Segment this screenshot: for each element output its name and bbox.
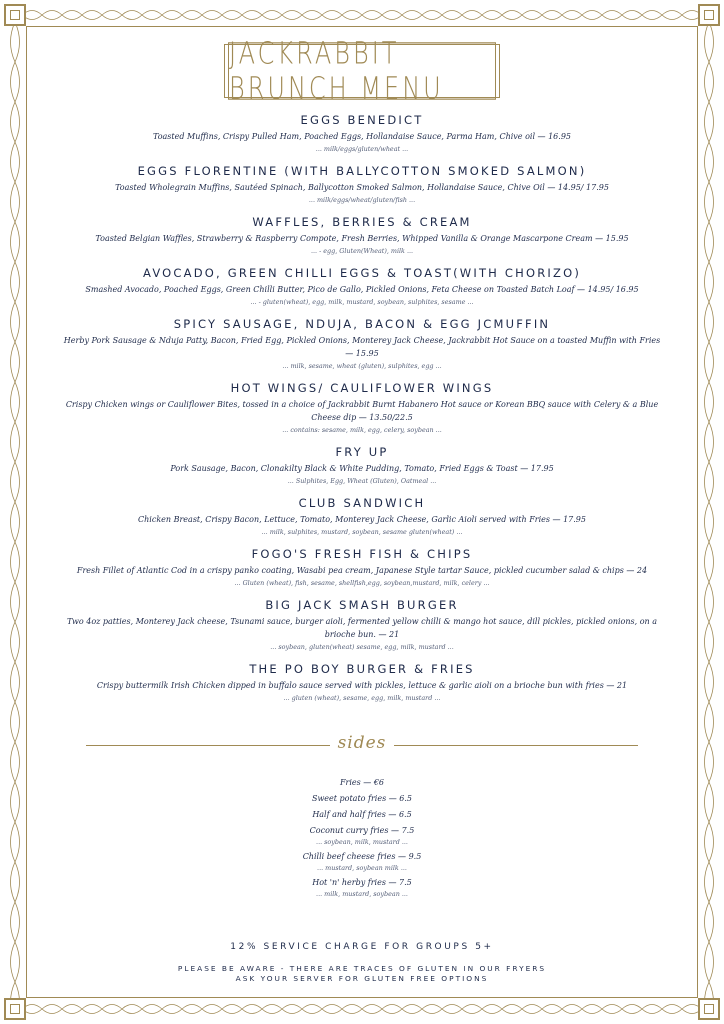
- menu-item-name: EGGS FLORENTINE (WITH BALLYCOTTON SMOKED SALMON): [137, 164, 587, 178]
- menu-item-description: Two 4oz patties, Monterey Jack cheese, Tsunami sauce, burger aioli, fermented yellow chilli & mango hot sauce, dill pickles, pickled onions, on a brioche bun. — 21: [66, 617, 657, 639]
- side-item-name: Chilli beef cheese fries — 9.5: [302, 852, 422, 861]
- menu-item-name: THE PO BOY BURGER & FRIES: [249, 662, 475, 676]
- menu-item: [60, 317, 664, 371]
- divider-line-right: [394, 745, 638, 746]
- side-item-allergens: ... soybean, milk, mustard ...: [316, 838, 408, 846]
- side-item: [200, 777, 524, 789]
- menu-item: [60, 381, 664, 435]
- border-pattern-right: [698, 22, 720, 1002]
- menu-item-allergens: ... milk, sesame, wheat (gluten), sulphites, egg ...: [282, 362, 442, 370]
- side-item: [200, 877, 524, 899]
- side-item: [200, 809, 524, 821]
- menu-item-allergens: ... milk/eggs/wheat/gluten/fish ...: [308, 196, 416, 204]
- menu-item-allergens: ... milk, sulphites, mustard, soybean, sesame gluten(wheat) ...: [261, 528, 463, 536]
- menu-item: [60, 496, 664, 537]
- corner-ornament: [4, 998, 26, 1020]
- side-item-name: Hot 'n' herby fries — 7.5: [312, 878, 412, 887]
- side-item-allergens: ... mustard, soybean milk ...: [317, 864, 407, 872]
- menu-item: [60, 662, 664, 703]
- menu-item: [60, 113, 664, 154]
- menu-item: [60, 445, 664, 486]
- menu-item-name: AVOCADO, GREEN CHILLI EGGS & TOAST(WITH CHORIZO): [142, 266, 582, 280]
- side-item-name: Sweet potato fries — 6.5: [311, 794, 413, 803]
- menu-item: [60, 215, 664, 256]
- menu-item-allergens: ... Gluten (wheat), fish, sesame, shellfish,egg, soybean,mustard, milk, celery ...: [234, 579, 490, 587]
- menu-item-allergens: ... gluten (wheat), sesame, egg, milk, mustard ...: [283, 694, 441, 702]
- menu-item: [60, 547, 664, 588]
- menu-item: [60, 164, 664, 205]
- menu-item-description: Smashed Avocado, Poached Eggs, Green Chilli Butter, Pico de Gallo, Pickled Onions, Feta Cheese on Toasted Batch Loaf — 14.95/ 16.95: [85, 285, 639, 294]
- menu-item-name: EGGS BENEDICT: [300, 113, 424, 127]
- border-pattern-top: [22, 4, 702, 26]
- corner-ornament: [4, 4, 26, 26]
- menu-item-description: Fresh Fillet of Atlantic Cod in a crispy panko coating, Wasabi pea cream, Japanese Style tartar Sauce, pickled cucumber salad & chips — 24: [76, 566, 648, 575]
- menu-title: JACKRABBIT BRUNCH MENU: [228, 42, 496, 100]
- menu-item-allergens: ... - gluten(wheat), egg, milk, mustard, soybean, sulphites, sesame ...: [250, 298, 474, 306]
- menu-item-description: Pork Sausage, Bacon, Clonakilty Black & White Pudding, Tomato, Fried Eggs & Toast — 17.95: [170, 464, 554, 473]
- menu-item-allergens: ... soybean, gluten(wheat) sesame, egg, milk, mustard ...: [270, 643, 454, 651]
- sides-divider: [86, 733, 638, 757]
- sides-heading: sides: [337, 733, 387, 753]
- gluten-notice-line: ASK YOUR SERVER FOR GLUTEN FREE OPTIONS: [235, 974, 489, 983]
- border-pattern-left: [4, 22, 26, 1002]
- side-item-name: Half and half fries — 6.5: [312, 810, 412, 819]
- menu-item-description: Crispy buttermilk Irish Chicken dipped in buffalo sauce served with pickles, lettuce & garlic aioli on a brioche bun with fries — 21: [96, 681, 628, 690]
- side-item-name: Fries — €6: [339, 778, 385, 787]
- corner-ornament: [698, 4, 720, 26]
- menu-item-name: CLUB SANDWICH: [298, 496, 426, 510]
- menu-item-name: HOT WINGS/ CAULIFLOWER WINGS: [230, 381, 494, 395]
- menu-title-box: [224, 36, 500, 106]
- menu-item-allergens: ... contains: sesame, milk, egg, celery, soybean ...: [282, 426, 442, 434]
- menu-items: [60, 113, 664, 713]
- menu-item-name: WAFFLES, BERRIES & CREAM: [252, 215, 472, 229]
- border-pattern-bottom: [22, 998, 702, 1020]
- sides-list: [200, 777, 524, 903]
- menu-item-name: FOGO'S FRESH FISH & CHIPS: [251, 547, 473, 561]
- service-charge-note: 12% SERVICE CHARGE FOR GROUPS 5+: [230, 942, 494, 952]
- gluten-notice: [0, 964, 724, 984]
- menu-item: [60, 266, 664, 307]
- side-item: [200, 825, 524, 847]
- menu-item-description: Herby Pork Sausage & Nduja Patty, Bacon, Fried Egg, Pickled Onions, Monterey Jack Cheese, Jackrabbit Hot Sauce on a toasted Muffin with Fries — 15.95: [63, 336, 661, 358]
- menu-item-description: Chicken Breast, Crispy Bacon, Lettuce, Tomato, Monterey Jack Cheese, Garlic Aioli served with Fries — 17.95: [138, 515, 586, 524]
- menu-item-allergens: ... - egg, Gluten(Wheat), milk ...: [310, 247, 414, 255]
- menu-item-name: SPICY SAUSAGE, NDUJA, BACON & EGG JCMUFFIN: [173, 317, 551, 331]
- side-item: [200, 851, 524, 873]
- menu-item-description: Crispy Chicken wings or Cauliflower Bites, tossed in a choice of Jackrabbit Burnt Habanero Hot sauce or Korean BBQ sauce with Celery & a Blue Cheese dip — 13.50/22.5: [65, 400, 659, 422]
- side-item-allergens: ... milk, mustard, soybean ...: [316, 890, 408, 898]
- menu-item-allergens: ... milk/eggs/gluten/wheat ...: [315, 145, 409, 153]
- menu-item-allergens: ... Sulphites, Egg, Wheat (Gluten), Oatmeal ...: [287, 477, 437, 485]
- menu-item: [60, 598, 664, 652]
- menu-item-description: Toasted Belgian Waffles, Strawberry & Raspberry Compote, Fresh Berries, Whipped Vanilla & Orange Mascarpone Cream — 15.95: [95, 234, 629, 243]
- side-item-name: Coconut curry fries — 7.5: [309, 826, 415, 835]
- menu-item-description: Toasted Muffins, Crispy Pulled Ham, Poached Eggs, Hollandaise Sauce, Parma Ham, Chive oil — 16.95: [153, 132, 571, 141]
- gluten-notice-line: PLEASE BE AWARE - THERE ARE TRACES OF GLUTEN IN OUR FRYERS: [177, 964, 547, 973]
- menu-item-name: FRY UP: [335, 445, 389, 459]
- side-item: [200, 793, 524, 805]
- menu-item-name: BIG JACK SMASH BURGER: [265, 598, 459, 612]
- corner-ornament: [698, 998, 720, 1020]
- menu-item-description: Toasted Wholegrain Muffins, Sautéed Spinach, Ballycotton Smoked Salmon, Hollandaise Sauce, Chive Oil — 14.95/ 17.95: [115, 183, 609, 192]
